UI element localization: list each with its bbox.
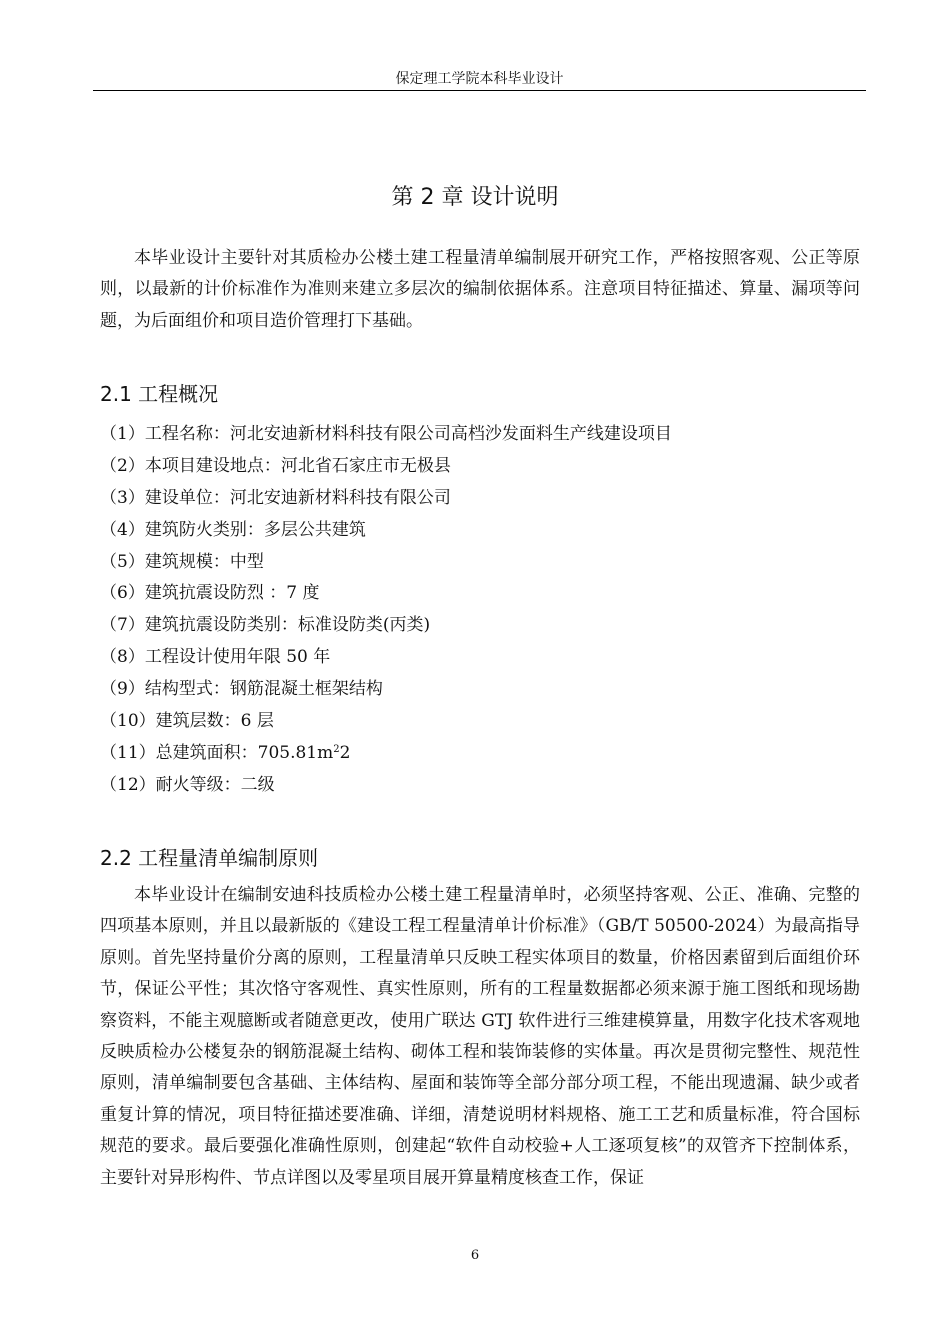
list-item: （4）建筑防火类别：多层公共建筑 xyxy=(100,519,366,540)
project-overview-list xyxy=(100,419,860,802)
list-item: （10）建筑层数：6 层 xyxy=(100,711,274,732)
list-item: （7）建筑抗震设防类别：标准设防类(丙类) xyxy=(100,615,431,636)
area-superscript: 2 xyxy=(333,743,340,755)
page-header: 保定理工学院本科毕业设计 xyxy=(395,71,564,87)
chapter-title: 第 2 章 设计说明 xyxy=(391,185,559,210)
section-heading-overview: 2.1 工程概况 xyxy=(100,382,219,406)
header-rule xyxy=(93,90,866,91)
section-heading-principles: 2.2 工程量清单编制原则 xyxy=(100,846,319,870)
list-item: （9）结构型式：钢筋混凝土框架结构 xyxy=(100,679,383,700)
list-item: （8）工程设计使用年限 50 年 xyxy=(100,647,331,668)
list-item: （2）本项目建设地点：河北省石家庄市无极县 xyxy=(100,455,451,476)
page-number: 6 xyxy=(470,1248,480,1263)
area-text: （11）总建筑面积：705.81m xyxy=(100,742,334,763)
list-item: （6）建筑抗震设防烈 ：7 度 xyxy=(100,583,320,604)
list-item: （1）工程名称：河北安迪新材料科技有限公司高档沙发面料生产线建设项目 xyxy=(100,424,672,444)
principles-paragraph: 本毕业设计在编制安迪科技质检办公楼土建工程量清单时，必须坚持客观、公正、准确、完整的四项基本原则，并且以最新版的《建设工程工程量清单计价标准》（GB/T 50500-2024）为最高指导原则。首先坚持量价分离的原则，工程量清单只反映工程实体项目的数量，价格因素留到后面组价环节，保证公平性；其次恪守客观性、真实性原则，所有的工程量数据都必须来源于施工图纸和现场勘察资料，不能主观臆断或者随意更改，使用广联达 GTJ 软件进行三维建模算量，用数字化技术客观地反映质检办公楼复杂的钢筋混凝土结构、砌体工程和装饰装修的实体量。再次是贯彻完整性、规范性原则，清单编制要包含基础、主体结构、屋面和装饰等全部分部分项工程，不能出现遗漏、缺少或者重复计算的情况，项目特征描述要准确、详细，清楚说明材料规格、施工工艺和质量标准，符合国标规范的要求。最后要强化准确性原则，创建起“软件自动校验+人工逐项复核”的双管齐下控制体系，主要针对异形构件、节点详图以及零星项目展开算量精度核查工作，保证 xyxy=(100,885,860,1188)
list-item: （12）耐火等级：二级 xyxy=(100,774,275,795)
list-item: （3）建设单位：河北安迪新材料科技有限公司 xyxy=(100,487,451,508)
list-item-area xyxy=(100,738,860,770)
list-item: （5）建筑规模：中型 xyxy=(100,551,264,572)
area-suffix: 2 xyxy=(339,742,351,763)
intro-paragraph: 本毕业设计主要针对其质检办公楼土建工程量清单编制展开研究工作，严格按照客观、公正等原则，以最新的计价标准作为准则来建立多层次的编制依据体系。注意项目特征描述、算量、漏项等问题，为后面组价和项目造价管理打下基础。 xyxy=(100,248,860,331)
